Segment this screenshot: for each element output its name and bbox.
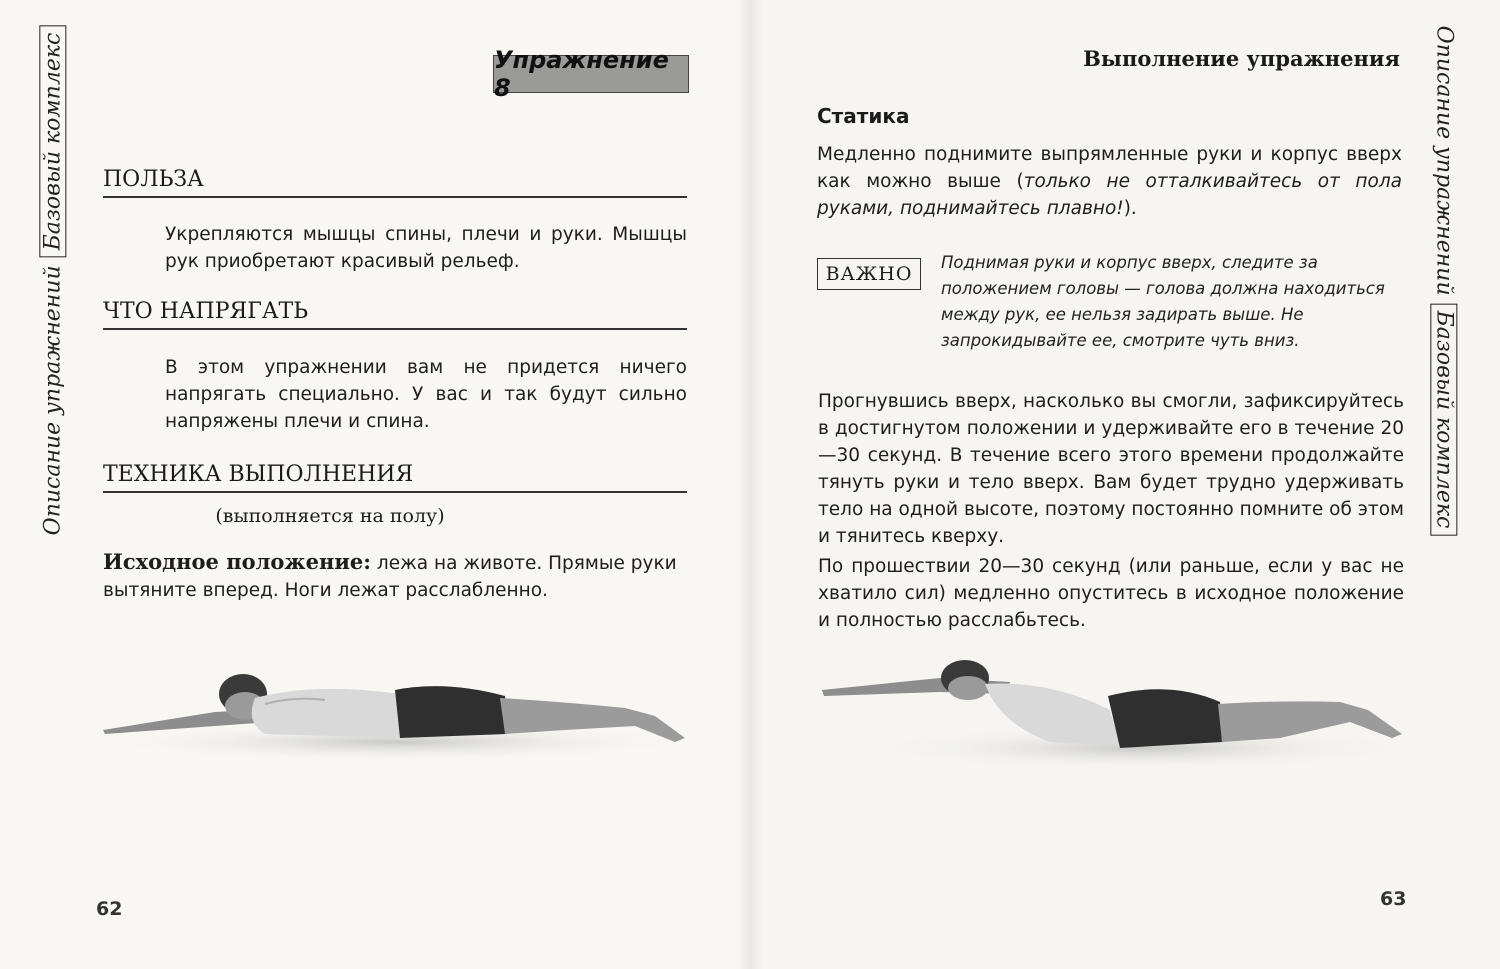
statika-text-normal: Медленно поднимите выпрямленные руки и корпус вверх как можно выше ( (817, 144, 1402, 192)
prone-position-illustration (95, 660, 695, 780)
start-position-text: лежа на животе. Прямые руки вытяните вперед. Ноги лежат расслабленно. (103, 553, 677, 601)
side-tab-section-label: Описание упражнений (40, 264, 66, 535)
start-position-label: Исходное положение: (103, 549, 372, 574)
benefit-text: Укрепляются мышцы спины, плечи и руки. Мышцы рук приобретают красивый рельеф. (165, 224, 687, 272)
technique-note: (выполняется на полу) (215, 505, 445, 527)
important-note: Поднимая руки и корпус вверх, следите за положением головы — голова должна находиться между рук, ее нельзя задирать выше. Не запрокидывайте ее, смотрите чуть вниз. (941, 253, 1385, 350)
left-page-number: 62 (96, 898, 123, 920)
hold-paragraph: Прогнувшись вверх, насколько вы смогли, зафиксируйтесь в достигнутом положении и удерживайте его в течение 20—30 секунд. В течение всего этого времени продолжайте тянуть руки и тело вверх. Вам будет трудно удерживать тело на одной высоте, поэтому постоянно помните об этом и тянитесь кверху. (818, 391, 1404, 547)
important-label: ВАЖНО (817, 258, 921, 290)
release-paragraph: По прошествии 20—30 секунд (или раньше, если у вас не хватило сил) медленно опуститесь в исходное положение и полностью расслабьтесь. (818, 556, 1404, 631)
statika-text (817, 141, 1402, 222)
exercise-badge: Упражнение 8 (493, 55, 689, 93)
execution-heading: Выполнение упражнения (1083, 46, 1400, 71)
technique-title: ТЕХНИКА ВЫПОЛНЕНИЯ (103, 462, 687, 493)
right-side-tab (1424, 25, 1464, 528)
right-page-number: 63 (1380, 888, 1407, 910)
lifted-position-illustration (820, 650, 1410, 780)
tension-text: В этом упражнении вам не придется ничего напрягать специально. У вас и так будут сильно напряжены плечи и спина. (165, 357, 687, 432)
statika-title: Статика (817, 104, 910, 128)
tension-title: ЧТО НАПРЯГАТЬ (103, 299, 687, 330)
left-side-tab (33, 32, 73, 535)
side-tab-complex-label: Базовый комплекс (1431, 303, 1458, 535)
statika-text-end: ). (1123, 198, 1137, 219)
statika-text-italic: только не отталкивайтесь от пола руками, поднимайтесь плавно! (817, 171, 1402, 219)
book-gutter (738, 0, 762, 969)
start-position (103, 548, 693, 604)
side-tab-complex-label: Базовый комплекс (40, 25, 67, 257)
benefit-title: ПОЛЬЗА (103, 167, 687, 198)
side-tab-section-label: Описание упражнений (1431, 25, 1457, 296)
